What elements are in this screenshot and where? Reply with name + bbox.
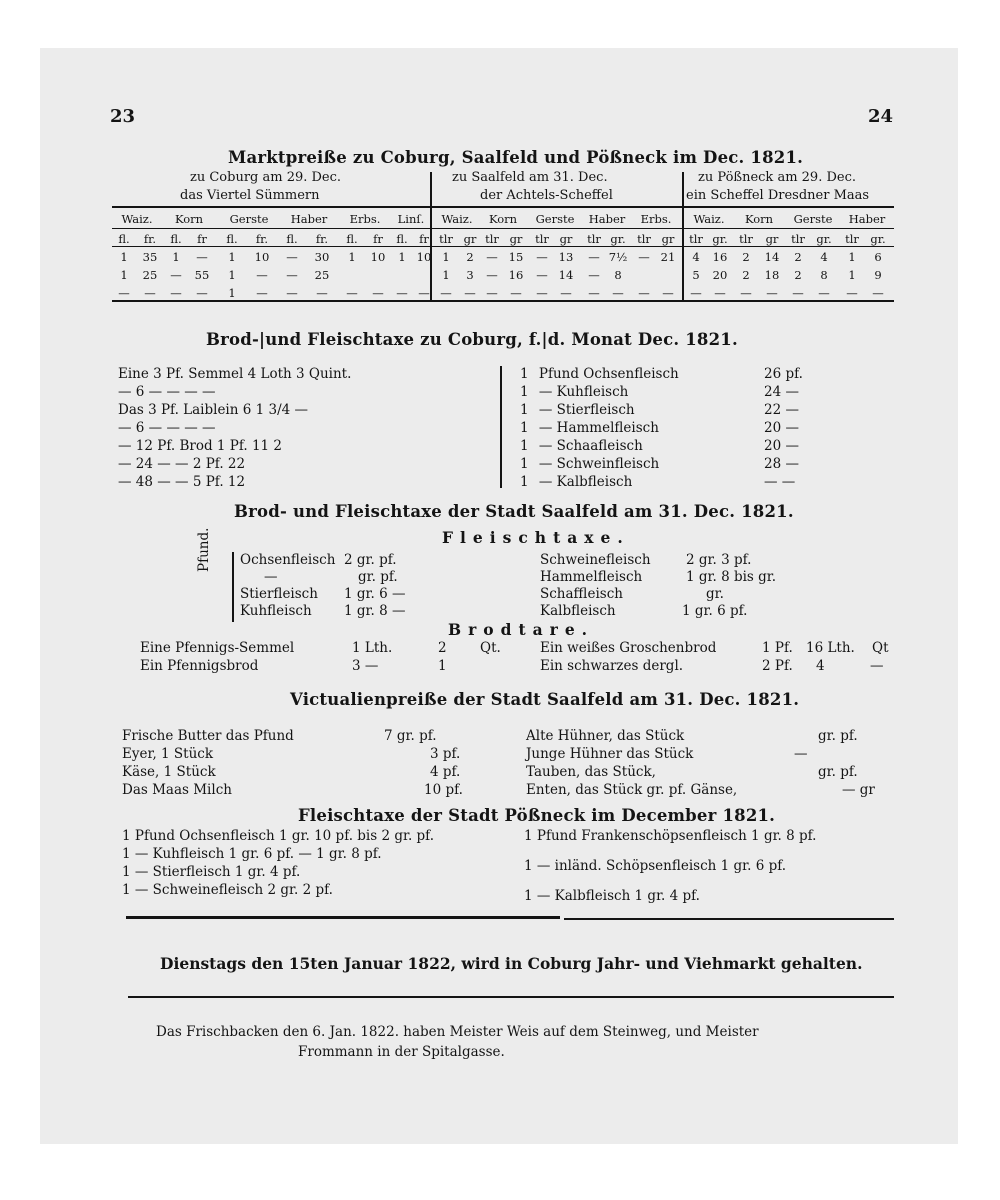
coburg-fleisch-row — [520, 402, 830, 420]
price-cell: 30 — [314, 250, 330, 264]
divider-rule-right — [564, 918, 894, 920]
price-cell: — — [316, 286, 328, 300]
col-header: Korn — [174, 212, 204, 226]
price-cell: — — [396, 286, 408, 300]
price-cell: — — [196, 286, 208, 300]
col-header: Korn — [488, 212, 518, 226]
saalfeld-fleischtaxe-label: Fleischtaxe. — [442, 528, 630, 547]
price-cell: 7½ — [608, 250, 628, 264]
unit-cell: fr. — [255, 232, 269, 246]
unit-cell: tlr — [845, 232, 859, 246]
price-cell: 10 — [254, 250, 270, 264]
price-cell: 10 — [416, 250, 432, 264]
fleisch-item: — Schaafleisch — [538, 438, 643, 454]
coburg-brod-line: Eine 3 Pf. Semmel 4 Loth 3 Quint. — [118, 366, 352, 382]
fleisch-qty: 1 — [520, 402, 529, 418]
unit-cell: tlr — [689, 232, 703, 246]
unit-cell: tlr — [739, 232, 753, 246]
col-header: Korn — [744, 212, 774, 226]
poessneck-right — [524, 828, 894, 906]
unit-cell: gr — [661, 232, 675, 246]
fleisch-price: 24 — — [764, 384, 799, 400]
price-cell: — — [464, 286, 476, 300]
brod-v1: 2 Pf. — [762, 658, 793, 674]
price-cell: — — [846, 286, 858, 300]
unit-cell: tlr — [637, 232, 651, 246]
unit-cell: fl. — [286, 232, 298, 246]
fleisch-price: 28 — — [764, 456, 799, 472]
price-cell: 6 — [874, 250, 882, 264]
price-cell: 8 — [820, 268, 828, 282]
brod-v2: 1 — [438, 658, 447, 674]
col-header: Gerste — [535, 212, 575, 226]
saalfeld-fleisch-row — [540, 586, 840, 603]
unit-cell: fl. — [118, 232, 130, 246]
victualien-price: gr. pf. — [818, 728, 858, 744]
col-header: Waiz. — [121, 212, 153, 226]
price-cell: — — [818, 286, 830, 300]
col-header: Haber — [290, 212, 328, 226]
victualien-item: Tauben, das Stück, — [526, 764, 656, 780]
brod-v1: 1 Lth. — [352, 640, 393, 656]
col-header: Linſ. — [397, 212, 425, 226]
col-header: Erbs. — [349, 212, 381, 226]
price-cell: 16 — [508, 268, 524, 282]
price-cell: 5 — [692, 268, 700, 282]
saalfeld-brod-left — [140, 640, 500, 676]
price-cell: 1 — [228, 286, 236, 300]
price-cell: 9 — [874, 268, 882, 282]
price-cell: — — [118, 286, 130, 300]
col-header: Waiz. — [441, 212, 473, 226]
coburg-fleisch-row — [520, 438, 830, 456]
price-cell: — — [740, 286, 752, 300]
price-cell: — — [196, 250, 208, 264]
price-cell: — — [560, 286, 572, 300]
price-cell: 1 — [228, 268, 236, 282]
price-cell: — — [486, 268, 498, 282]
saalfeld-fleisch-row — [240, 569, 480, 586]
divider-rule-left — [126, 916, 560, 919]
fleisch-price: 1 gr. 6 — — [344, 586, 406, 602]
price-cell: 10 — [370, 250, 386, 264]
fleisch-price: 20 — — [764, 420, 799, 436]
price-cell: 15 — [508, 250, 524, 264]
unit-cell: fl. — [170, 232, 182, 246]
price-cell: — — [766, 286, 778, 300]
price-cell: — — [486, 250, 498, 264]
price-cell: 2 — [466, 250, 474, 264]
price-cell: 18 — [764, 268, 780, 282]
unit-cell: gr — [559, 232, 573, 246]
coburg-brod-line: — 6 — — — — — [118, 420, 216, 436]
page-number-left: 23 — [110, 106, 136, 127]
price-cell: — — [612, 286, 624, 300]
victualien-left — [122, 728, 482, 800]
unit-cell: gr. — [870, 232, 886, 246]
coburg-fleisch-list — [520, 366, 830, 492]
poessneck-row: 1 Pfund Ochsenfleisch 1 gr. 10 pf. bis 2 gr. pf. — [122, 828, 434, 844]
divider-rule-bottom — [128, 996, 894, 998]
victualien-item: Käse, 1 Stück — [122, 764, 216, 780]
price-cell: — — [690, 286, 702, 300]
unit-cell: fr — [197, 232, 207, 246]
fleisch-item: — Schweinfleisch — [538, 456, 660, 472]
price-cell: 25 — [142, 268, 158, 282]
saalfeld-taxe-title: Brod- und Fleischtaxe der Stadt Saalfeld am 31. Dec. 1821. — [234, 502, 794, 521]
fleisch-qty: 1 — [520, 474, 529, 490]
saalfeld-fleisch-row — [540, 552, 840, 569]
fleisch-price: 1 gr. 8 — — [344, 603, 406, 619]
unit-cell: gr — [463, 232, 477, 246]
price-cell: — — [536, 286, 548, 300]
coburg-taxe-title: Brod-|und Fleischtaxe zu Coburg, f.|d. Monat Dec. 1821. — [206, 330, 738, 349]
price-cell: 1 — [120, 250, 128, 264]
fleisch-price: 1 gr. 8 bis gr. — [686, 569, 777, 585]
unit-cell: fl. — [226, 232, 238, 246]
group-poessneck-line2: ein Scheffel Dresdner Maas — [686, 188, 870, 203]
price-cell: — — [510, 286, 522, 300]
group-poessneck-line1: zu Pößneck am 29. Dec. — [698, 170, 856, 185]
coburg-fleisch-row — [520, 384, 830, 402]
unit-cell: gr. — [816, 232, 832, 246]
unit-cell: fl. — [346, 232, 358, 246]
fleisch-price: — — — [764, 474, 796, 490]
unit-cell: gr. — [610, 232, 626, 246]
price-cell: 2 — [794, 268, 802, 282]
unit-cell: tlr — [485, 232, 499, 246]
price-cell: — — [418, 286, 430, 300]
price-cell: — — [372, 286, 384, 300]
price-cell: 1 — [120, 268, 128, 282]
saalfeld-brod-row — [540, 658, 900, 676]
unit-cell: fl. — [396, 232, 408, 246]
brod-item: Ein Pfennigsbrod — [140, 658, 259, 674]
victualien-row — [122, 782, 482, 800]
saalfeld-fleisch-right — [540, 552, 840, 620]
price-cell: — — [256, 268, 268, 282]
price-cell: — — [536, 268, 548, 282]
unit-cell: fr. — [143, 232, 157, 246]
price-cell: — — [662, 286, 674, 300]
brod-v3: Qt. — [480, 640, 501, 656]
price-cell: — — [588, 250, 600, 264]
fleisch-item: Schaffleisch — [540, 586, 623, 602]
frischbacken-notice-line2: Frommann in der Spitalgasse. — [298, 1044, 505, 1060]
saalfeld-fleisch-row — [240, 603, 480, 620]
price-cell: 35 — [142, 250, 158, 264]
price-cell: — — [872, 286, 884, 300]
group-saalfeld-line1: zu Saalfeld am 31. Dec. — [452, 170, 608, 185]
victualien-item: Das Maas Milch — [122, 782, 232, 798]
coburg-brod-line: — 12 Pf. Brod 1 Pf. 11 2 — [118, 438, 282, 454]
saalfeld-brodtaxe-label: Brodtare. — [448, 620, 595, 639]
price-cell: — — [440, 286, 452, 300]
price-cell: 1 — [442, 268, 450, 282]
victualien-item: Alte Hühner, das Stück — [526, 728, 685, 744]
fleisch-price: 1 gr. 6 pf. — [682, 603, 748, 619]
market-table — [112, 208, 894, 304]
price-cell: 2 — [794, 250, 802, 264]
brod-v2: 2 — [438, 640, 447, 656]
price-cell: 55 — [194, 268, 210, 282]
col-header: Haber — [848, 212, 886, 226]
saalfeld-brod-row — [140, 640, 500, 658]
coburg-brod-line: — 24 — — 2 Pf. 22 — [118, 456, 246, 472]
price-cell: 13 — [558, 250, 574, 264]
unit-cell: fr — [373, 232, 383, 246]
fleisch-item: — Kuhfleisch — [538, 384, 629, 400]
poessneck-row: 1 Pfund Frankenschöpsenfleisch 1 gr. 8 pf. — [524, 828, 817, 844]
brod-v2: 4 — [816, 658, 825, 674]
poessneck-row: 1 — Kuhfleisch 1 gr. 6 pf. — 1 gr. 8 pf. — [122, 846, 382, 862]
fleisch-item: — Kalbfleisch — [538, 474, 633, 490]
victualien-row — [526, 728, 896, 746]
fleisch-item: Pfund Ochsenfleisch — [538, 366, 679, 382]
poessneck-row: 1 — Kalbfleisch 1 gr. 4 pf. — [524, 888, 700, 904]
price-cell: — — [588, 286, 600, 300]
col-header: Gerste — [793, 212, 833, 226]
fleisch-item: Ochsenfleisch — [240, 552, 336, 568]
col-header: Waiz. — [693, 212, 725, 226]
price-cell: 14 — [558, 268, 574, 282]
market-title: Marktpreiße zu Coburg, Saalfeld und Pößneck im Dec. 1821. — [228, 148, 804, 167]
coburg-fleisch-row — [520, 474, 830, 492]
fleisch-item: — Stierfleisch — [538, 402, 635, 418]
price-cell: — — [170, 286, 182, 300]
poessneck-title: Fleischtaxe der Stadt Pößneck im December 1821. — [298, 806, 776, 825]
price-cell: — — [170, 268, 182, 282]
price-cell: 20 — [712, 268, 728, 282]
coburg-brod-line: Das 3 Pf. Laiblein 6 1 3/4 — — [118, 402, 309, 418]
price-cell: — — [144, 286, 156, 300]
fleisch-item: Kuhfleisch — [240, 603, 312, 619]
brod-v3: — — [870, 658, 884, 674]
victualien-item: Enten, das Stück gr. pf. Gänse, — [526, 782, 738, 798]
brod-v1: 1 Pf. — [762, 640, 793, 656]
victualien-price: gr. pf. — [818, 764, 858, 780]
victualien-price: — gr — [842, 782, 875, 798]
fleisch-item: Stierfleisch — [240, 586, 318, 602]
victualien-row — [122, 764, 482, 782]
fleisch-price: 26 pf. — [764, 366, 803, 382]
price-cell: 1 — [848, 268, 856, 282]
group-coburg-line1: zu Coburg am 29. Dec. — [190, 170, 342, 185]
unit-cell: tlr — [791, 232, 805, 246]
saalfeld-pfund-label: Pfund. — [196, 527, 212, 572]
fleisch-qty: 1 — [520, 456, 529, 472]
fleisch-price: 2 gr. 3 pf. — [686, 552, 752, 568]
unit-cell: gr — [765, 232, 779, 246]
fleisch-item: Schweinefleisch — [540, 552, 651, 568]
page-number-right: 24 — [868, 106, 894, 127]
group-coburg-line2: das Viertel Sümmern — [180, 188, 320, 203]
price-cell: 25 — [314, 268, 330, 282]
victualien-item: Frische Butter das Pfund — [122, 728, 294, 744]
victualien-price: 4 pf. — [430, 764, 461, 780]
unit-cell: fr — [419, 232, 429, 246]
unit-cell: gr. — [712, 232, 728, 246]
unit-cell: tlr — [439, 232, 453, 246]
price-cell: — — [792, 286, 804, 300]
unit-cell: tlr — [587, 232, 601, 246]
group-saalfeld-line2: der Achtels-Scheffel — [480, 188, 613, 203]
victualien-row — [526, 782, 896, 800]
col-header: Haber — [588, 212, 626, 226]
victualien-row — [122, 728, 482, 746]
fleisch-price: 2 gr. pf. — [344, 552, 397, 568]
victualien-row — [526, 764, 896, 782]
victualien-row — [122, 746, 482, 764]
price-cell: — — [286, 286, 298, 300]
markt-notice: Dienstags den 15ten Januar 1822, wird in Coburg Jahr- und Viehmarkt gehalten. — [160, 954, 863, 973]
fleisch-item: — — [264, 569, 278, 585]
unit-cell: fr. — [315, 232, 329, 246]
saalfeld-fleisch-row — [240, 586, 480, 603]
victualien-price: — — [794, 746, 808, 762]
unit-cell: tlr — [535, 232, 549, 246]
fleisch-item: — Hammelfleisch — [538, 420, 659, 436]
price-cell: — — [346, 286, 358, 300]
price-cell: 21 — [660, 250, 676, 264]
price-cell: 2 — [742, 268, 750, 282]
brod-v2: 16 Lth. — [806, 640, 855, 656]
price-cell: 1 — [228, 250, 236, 264]
price-cell: 14 — [764, 250, 780, 264]
price-cell: — — [638, 286, 650, 300]
fleisch-price: gr. — [706, 586, 724, 602]
brod-item: Eine Pfennigs-Semmel — [140, 640, 295, 656]
victualien-price: 10 pf. — [424, 782, 463, 798]
poessneck-row: 1 — inländ. Schöpsenfleisch 1 gr. 6 pf. — [524, 858, 787, 874]
fleisch-item: Kalbfleisch — [540, 603, 616, 619]
price-cell: — — [638, 250, 650, 264]
fleisch-qty: 1 — [520, 366, 529, 382]
victualien-item: Junge Hühner das Stück — [526, 746, 694, 762]
price-cell: 1 — [442, 250, 450, 264]
coburg-brod-line: — 48 — — 5 Pf. 12 — [118, 474, 246, 490]
victualien-item: Eyer, 1 Stück — [122, 746, 214, 762]
price-cell: — — [536, 250, 548, 264]
price-cell: — — [714, 286, 726, 300]
fleisch-qty: 1 — [520, 384, 529, 400]
saalfeld-brod-right — [540, 640, 900, 676]
coburg-brod-line: — 6 — — — — — [118, 384, 216, 400]
price-cell: 2 — [742, 250, 750, 264]
saalfeld-fleisch-left — [240, 552, 480, 620]
price-cell: 1 — [172, 250, 180, 264]
coburg-fleisch-row — [520, 456, 830, 474]
victualien-row — [526, 746, 896, 764]
price-cell: — — [256, 286, 268, 300]
price-cell: 1 — [398, 250, 406, 264]
victualien-right — [526, 728, 896, 800]
coburg-divider — [500, 366, 502, 488]
brod-v3: Qt — [872, 640, 889, 656]
price-cell: 1 — [348, 250, 356, 264]
saalfeld-brace — [232, 552, 234, 622]
saalfeld-fleisch-row — [240, 552, 480, 569]
poessneck-row: 1 — Schweinefleisch 2 gr. 2 pf. — [122, 882, 333, 898]
victualien-price: 3 pf. — [430, 746, 461, 762]
fleisch-price: 22 — — [764, 402, 799, 418]
saalfeld-brod-row — [540, 640, 900, 658]
coburg-brod-list — [118, 366, 351, 492]
saalfeld-fleisch-row — [540, 569, 840, 586]
price-cell: 4 — [692, 250, 700, 264]
saalfeld-brod-row — [140, 658, 500, 676]
price-cell: 3 — [466, 268, 474, 282]
price-cell: — — [588, 268, 600, 282]
victualien-price: 7 gr. pf. — [384, 728, 437, 744]
fleisch-item: Hammelfleisch — [540, 569, 643, 585]
fleisch-qty: 1 — [520, 438, 529, 454]
brod-item: Ein schwarzes dergl. — [540, 658, 684, 674]
coburg-fleisch-row — [520, 366, 830, 384]
price-cell: 16 — [712, 250, 728, 264]
unit-cell: gr — [509, 232, 523, 246]
price-cell: 8 — [614, 268, 622, 282]
price-cell: 4 — [820, 250, 828, 264]
price-cell: 1 — [848, 250, 856, 264]
price-cell: — — [286, 268, 298, 282]
brod-item: Ein weißes Groschenbrod — [540, 640, 717, 656]
coburg-fleisch-row — [520, 420, 830, 438]
col-header: Gerste — [229, 212, 269, 226]
victualien-title: Victualienpreiße der Stadt Saalfeld am 31. Dec. 1821. — [290, 690, 800, 709]
brod-v1: 3 — — [352, 658, 379, 674]
col-header: Erbs. — [640, 212, 672, 226]
frischbacken-notice-line1: Das Frischbacken den 6. Jan. 1822. haben Meister Weis auf dem Steinweg, und Meister — [156, 1024, 759, 1040]
fleisch-qty: 1 — [520, 420, 529, 436]
poessneck-left — [122, 828, 522, 900]
fleisch-price: gr. pf. — [358, 569, 398, 585]
poessneck-row: 1 — Stierfleisch 1 gr. 4 pf. — [122, 864, 301, 880]
saalfeld-fleisch-row — [540, 603, 840, 620]
price-cell: — — [286, 250, 298, 264]
price-cell: — — [486, 286, 498, 300]
fleisch-price: 20 — — [764, 438, 799, 454]
